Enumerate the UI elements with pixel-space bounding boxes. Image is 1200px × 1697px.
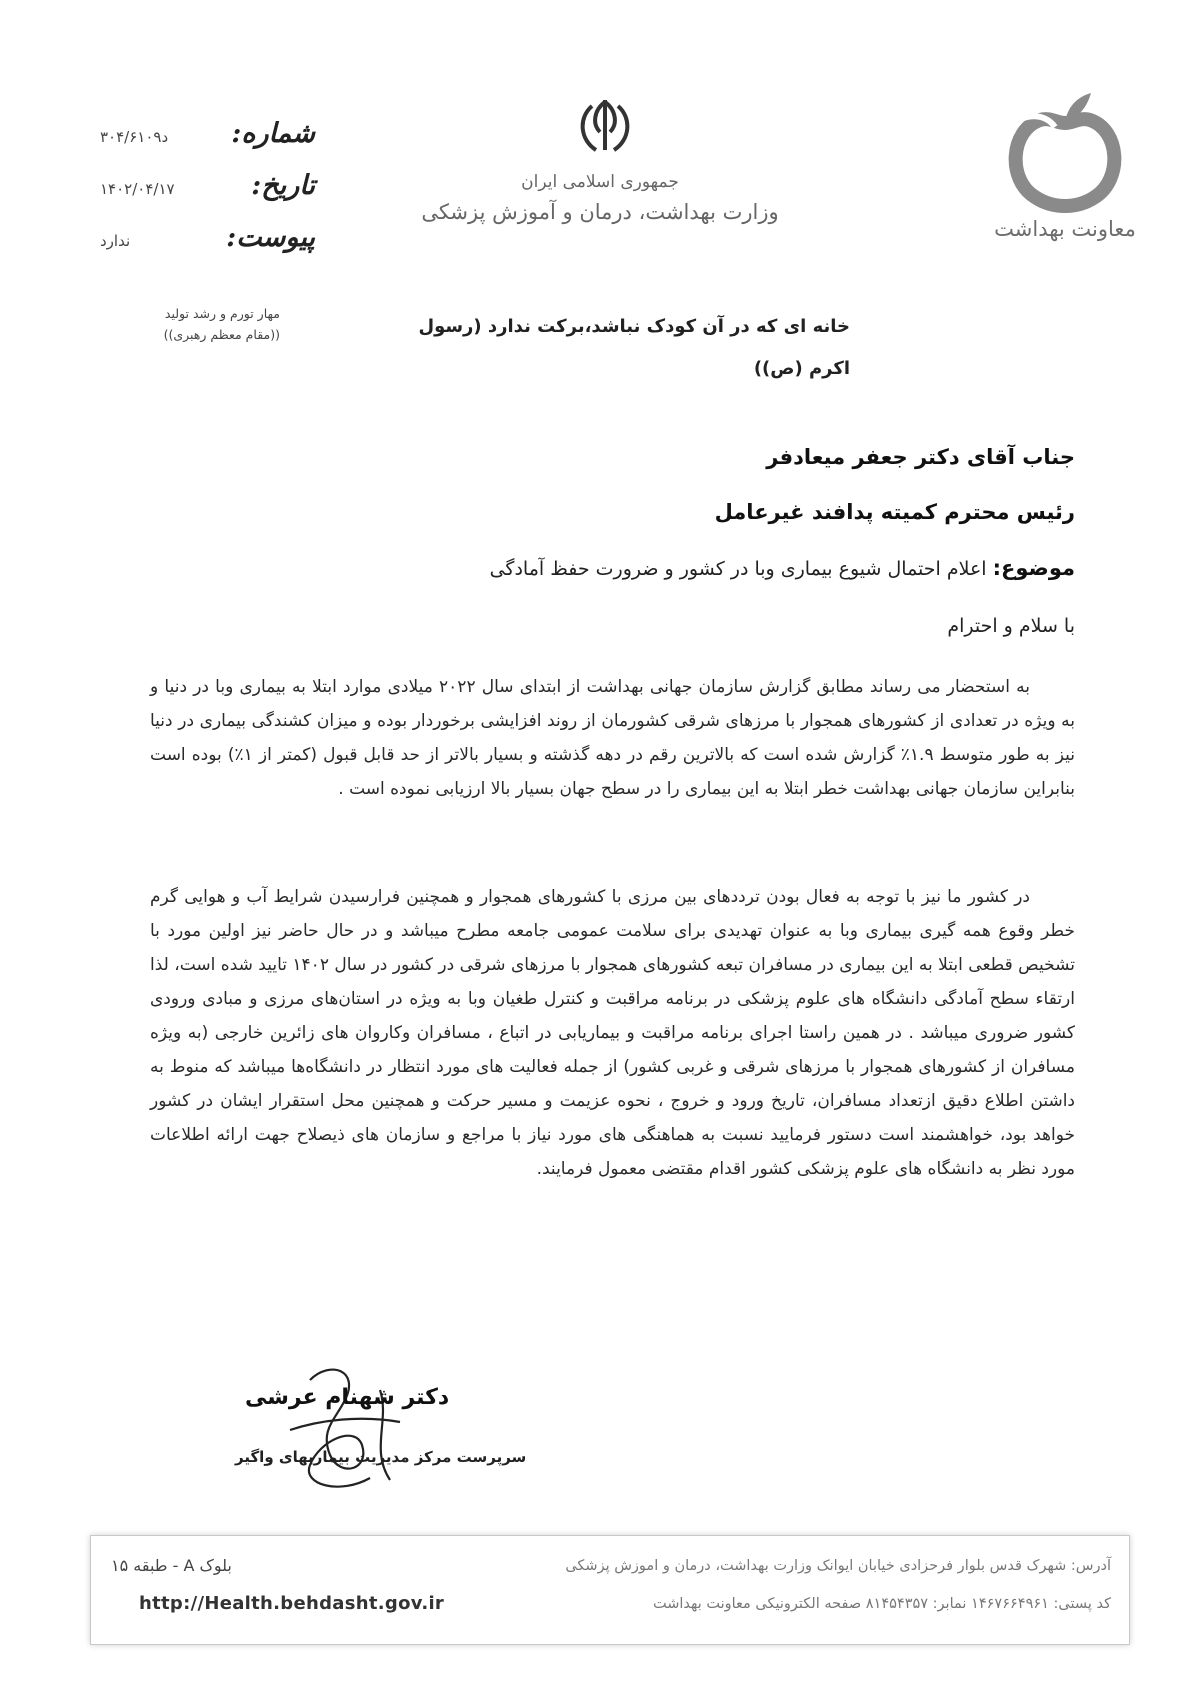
ministry-line2: وزارت بهداشت، درمان و آموزش پزشکی <box>421 200 779 224</box>
number-value: ۳۰۴/۶۱۰۹د <box>100 128 169 146</box>
header-quote: خانه ای که در آن کودک نباشد،برکت ندارد (رسول اکرم (ص)) <box>418 316 850 379</box>
attachment-label: پیوست: <box>226 222 315 253</box>
subject-line <box>490 556 1075 580</box>
subject-label: موضوع: <box>992 556 1075 580</box>
meta-attachment <box>100 222 315 262</box>
iran-emblem-icon <box>570 92 640 162</box>
ministry-heading <box>420 172 780 224</box>
body-paragraph-1: به استحضار می رساند مطابق گزارش سازمان جهانی بهداشت از ابتدای سال ۲۰۲۲ میلادی موارد ابتلا به بیماری وبا در دنیا و به ویژه در تعدادی از کشورهای همجوار با مرزهای شرقی کشورمان از روند افزایشی برخوردار بوده و میزان کشندگی بیماری در دنیا نیز به طور متوسط ۱.۹٪ گزارش شده است که بالاترین رقم در دهه گذشته و بسیار بالاتر از حد قابل قبول (کمتر از ۱٪) بوده است بنابراین سازمان جهانی بهداشت خطر ابتلا به این بیماری را در سطح جهان بسیار بالا ارزیابی نموده است . <box>150 677 1075 799</box>
ministry-line1: جمهوری اسلامی ایران <box>521 172 679 192</box>
footer-postal-fax: کد پستی: ۱۴۶۷۶۶۴۹۶۱ نمابر: ۸۱۴۵۴۳۵۷ صفحه الکترونیکی معاونت بهداشت <box>652 1596 1111 1612</box>
letter-footer <box>90 1535 1130 1645</box>
body-paragraph-2: در کشور ما نیز با توجه به فعال بودن ترددهای بین مرزی با کشورهای همجوار و همچنین فرارسیدن شرایط آب و هوایی گرم خطر وقوع همه گیری بیماری وبا به عنوان تهدیدی برای سلامت عمومی جامعه مطرح میباشد و در حال حاضر نیز اولین مورد با تشخیص قطعی ابتلا به این بیماری در مسافران تبعه کشورهای همجوار با مرزهای شرقی در کشور در سال ۱۴۰۲ تایید شده است، لذا ارتقاء سطح آمادگی دانشگاه های علوم پزشکی در برنامه مراقبت و کنترل طغیان وبا به ویژه در استان‌های مرزی و مبادی ورودی کشور ضروری میباشد . در همین راستا اجرای برنامه مراقبت و بیماریابی در اتباع ، مسافران وکاروان های زائرین خارجی (به ویژه مسافران از کشورهای همجوار با مرزهای شرقی و غربی کشور) از جمله فعالیت های مورد انتظار در دانشگاه‌ها میباشد که منوط به داشتن اطلاع دقیق ازتعداد مسافران، تاریخ ورود و خروج ، نحوه عزیمت و مسیر حرکت و همچنین محل استقرار ایشان در کشور خواهد بود، خواهشمند است دستور فرمایید نسبت به هماهنگی های مورد نیاز با مراجع و سازمان های ذیصلاح جهت ارائه اطلاعات مورد نظر به دانشگاه های علوم پزشکی کشور اقدام مقتضی معمول فرمایند. <box>150 887 1075 1179</box>
signer-name: دکتر شهنام عرشی <box>245 1385 450 1410</box>
number-label: شماره: <box>231 118 315 149</box>
date-label: تاریخ: <box>251 170 315 201</box>
slogan-line2: ((مقام معظم رهبری)) <box>163 327 280 342</box>
greeting: با سلام و احترام <box>947 615 1075 637</box>
recipient-name: جناب آقای دکتر جعفر میعادفر <box>766 445 1075 469</box>
footer-address: آدرس: شهرک قدس بلوار فرحزادی خیابان ایوانک وزارت بهداشت، درمان و اموزش پزشکی <box>565 1558 1111 1574</box>
meta-number <box>100 118 315 158</box>
footer-block: بلوک A - طبقه ۱۵ <box>111 1556 232 1575</box>
meta-date <box>100 170 315 210</box>
logo-caption: معاونت بهداشت <box>994 217 1136 241</box>
signer-title: سرپرست مرکز مدیریت بیماریهای واگیر <box>235 1448 527 1466</box>
handwritten-signature-icon <box>250 1360 440 1500</box>
year-slogan <box>95 303 280 345</box>
health-deputy-logo <box>990 85 1140 241</box>
footer-website-link[interactable]: http://Health.behdasht.gov.ir <box>139 1593 445 1614</box>
attachment-value: ندارد <box>100 232 131 250</box>
apple-logo-icon <box>995 85 1135 215</box>
recipient-title: رئیس محترم کمیته پدافند غیرعامل <box>714 500 1075 524</box>
date-value: ۱۴۰۲/۰۴/۱۷ <box>100 180 175 198</box>
slogan-line1: مهار تورم و رشد تولید <box>164 306 280 321</box>
subject-text: اعلام احتمال شیوع بیماری وبا در کشور و ضرورت حفظ آمادگی <box>489 558 987 580</box>
